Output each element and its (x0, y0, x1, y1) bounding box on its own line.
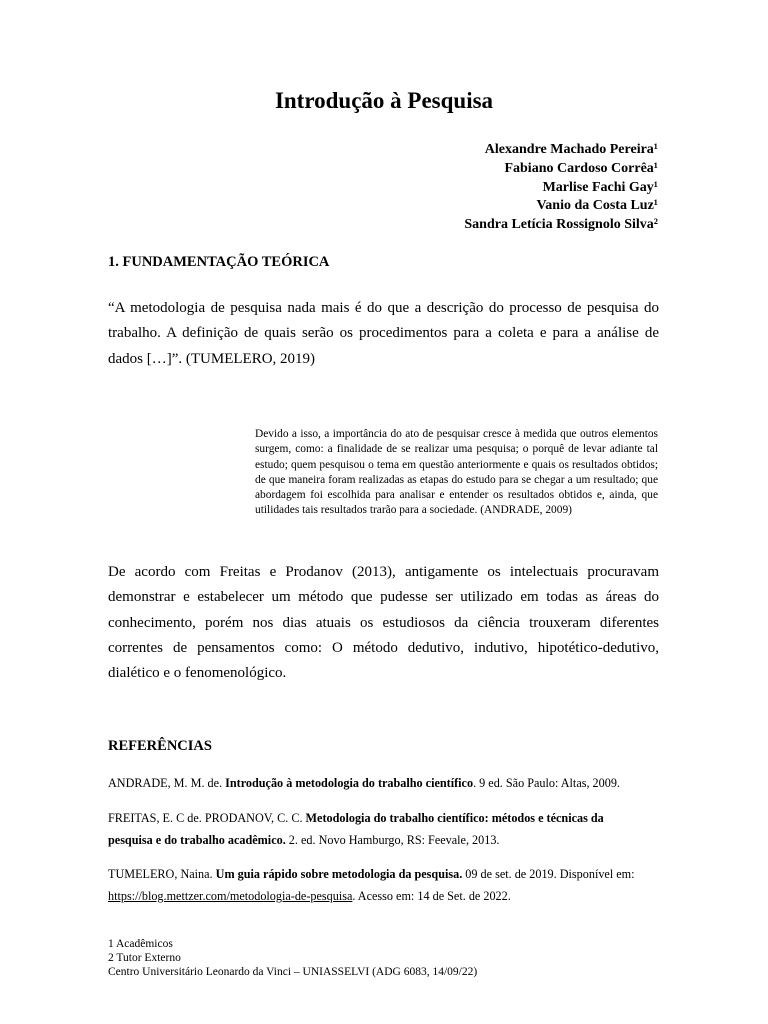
reference-details: 2. ed. Novo Hamburgo, RS: Feevale, 2013. (285, 833, 500, 848)
author-name: Sandra Letícia Rossignolo Silva² (464, 217, 658, 233)
reference-access-date: . Acesso em: 14 de Set. de 2022. (352, 889, 511, 904)
section-heading: 1. FUNDAMENTAÇÃO TEÓRICA (108, 254, 330, 270)
reference-work-title: Metodologia do trabalho científico: métodos e técnicas da pesquisa e do trabalho acadêmico. (108, 811, 604, 848)
footnote: 2 Tutor Externo (108, 952, 181, 965)
footnote: Centro Universitário Leonardo da Vinci – UNIASSELVI (ADG 6083, 14/09/22) (108, 966, 478, 979)
author-name: Fabiano Cardoso Corrêa¹ (504, 160, 658, 176)
references-heading: REFERÊNCIAS (108, 738, 212, 754)
author-name: Alexandre Machado Pereira¹ (484, 142, 658, 157)
body-paragraph: De acordo com Freitas e Prodanov (2013), antigamente os intelectuais procuravam demonstrar e estabelecer um método que pudesse ser utilizado em todas as áreas do conhecimento, porém nos dias atuais os estudiosos da ciência trouxeram diferentes correntes de pensamentos como: O método dedutivo, indutivo, hipotético-dedutivo, dialético e o fenomenológico. (108, 564, 659, 682)
footnote: 1 Acadêmicos (108, 938, 173, 950)
author-list (464, 141, 658, 235)
footnotes (108, 937, 477, 980)
reference-work-title: Introdução à metodologia do trabalho científico (225, 776, 474, 790)
reference-details: . 9 ed. São Paulo: Altas, 2009. (473, 776, 620, 790)
body-paragraph-quote: “A metodologia de pesquisa nada mais é do que a descrição do processo de pesquisa do trabalho. A definição de quais serão os procedimentos para a coleta e para a análise de dados […]”. (TUMELERO, 2019) (108, 300, 659, 367)
document-title: Introdução à Pesquisa (274, 88, 494, 113)
reference-entry (108, 772, 638, 794)
reference-link[interactable]: https://blog.mettzer.com/metodologia-de-pesquisa (108, 889, 353, 904)
author-name: Marlise Fachi Gay¹ (542, 179, 658, 195)
reference-details: 09 de set. de 2019. Disponível em: (462, 867, 635, 881)
reference-entry (108, 863, 638, 908)
reference-authors: TUMELERO, Naina. (108, 867, 216, 881)
reference-work-title: Um guia rápido sobre metodologia da pesquisa. (215, 867, 463, 881)
reference-entry (108, 807, 638, 852)
block-quote: Devido a isso, a importância do ato de pesquisar cresce à medida que outros elementos surgem, como: a finalidade de se realizar uma pesquisa; o porquê de levar adiante tal estudo; quem pesquisou o tema em questão anteriormente e quais os resultados obtidos; de que maneira foram realizadas as etapas do estudo para se chegar a um resultado; que abordagem foi escolhida para analisar e entender os resultados obtidos e, ainda, que utilidades tais resultados trarão para a sociedade. (ANDRADE, 2009) (255, 428, 658, 517)
author-name: Vanio da Costa Luz¹ (536, 198, 658, 214)
reference-authors: ANDRADE, M. M. de. (108, 776, 226, 790)
reference-authors: FREITAS, E. C de. PRODANOV, C. C. (108, 811, 306, 825)
